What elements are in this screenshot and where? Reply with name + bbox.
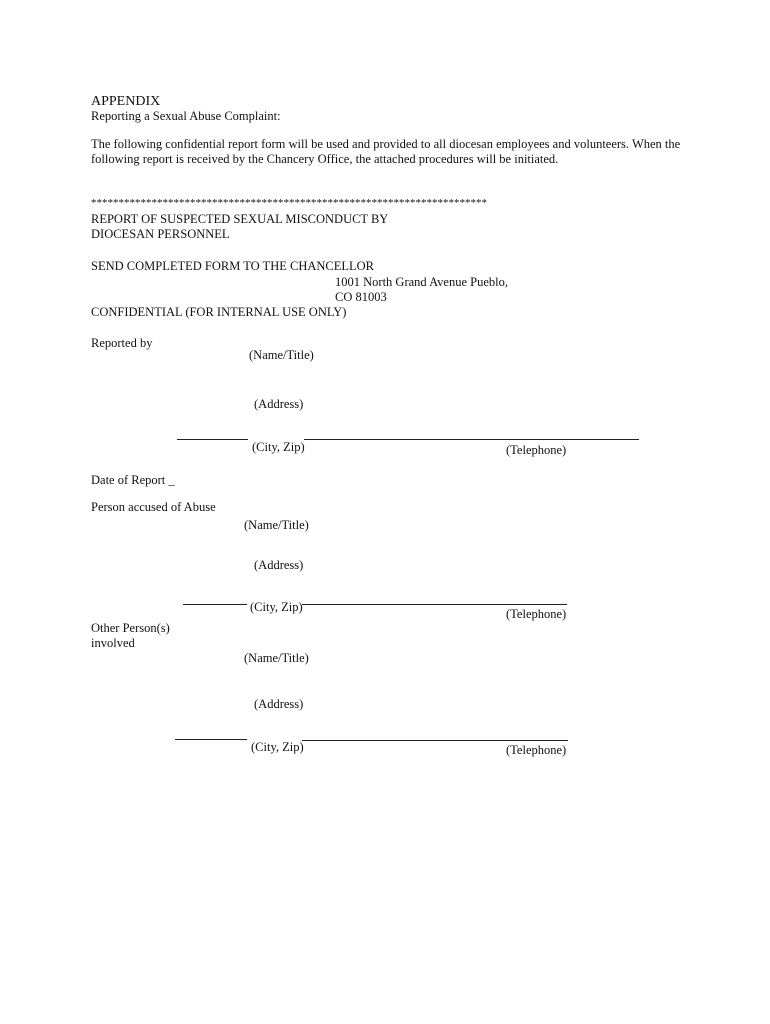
reported-by-city-line-left[interactable] [177,439,248,440]
accused-city-zip-caption: (City, Zip) [250,600,303,614]
other-persons-name-title-caption: (Name/Title) [244,651,309,665]
other-persons-label-line-1: Other Person(s) [91,621,170,635]
other-persons-label-line-2: involved [91,636,135,650]
report-title-line-2: DIOCESAN PERSONNEL [91,227,230,241]
date-of-report-label: Date of Report _ [91,473,175,487]
accused-address-caption: (Address) [254,558,304,572]
accused-label: Person accused of Abuse [91,500,216,514]
reported-by-name-title-caption: (Name/Title) [249,348,314,362]
accused-telephone-caption: (Telephone) [506,607,567,621]
send-to-label: SEND COMPLETED FORM TO THE CHANCELLOR [91,259,375,273]
reported-by-city-zip-caption: (City, Zip) [252,440,305,454]
reported-by-telephone-line[interactable] [304,439,639,440]
appendix-subtitle: Reporting a Sexual Abuse Complaint: [91,109,281,123]
chancellor-address-line-1: 1001 North Grand Avenue Pueblo, [335,275,509,289]
other-persons-city-line-left[interactable] [175,739,247,740]
confidential-notice: CONFIDENTIAL (FOR INTERNAL USE ONLY) [91,305,347,319]
intro-line-2: following report is received by the Chancery Office, the attached procedures will be initiated. [91,152,559,166]
report-title-line-1: REPORT OF SUSPECTED SEXUAL MISCONDUCT BY [91,212,389,226]
accused-name-title-caption: (Name/Title) [244,518,309,532]
accused-telephone-line[interactable] [302,604,567,605]
appendix-heading: APPENDIX [91,94,161,109]
reported-by-telephone-caption: (Telephone) [506,443,567,457]
accused-city-line-left[interactable] [183,604,247,605]
other-persons-telephone-line[interactable] [302,740,568,741]
reported-by-address-caption: (Address) [254,397,304,411]
reported-by-label: Reported by [91,336,153,350]
other-persons-city-zip-caption: (City, Zip) [251,740,304,754]
chancellor-address-line-2: CO 81003 [335,290,387,304]
intro-line-1: The following confidential report form will be used and provided to all diocesan employees and volunteers. When the [91,137,681,151]
asterisk-separator: ************************************************************************ [91,197,487,209]
other-persons-address-caption: (Address) [254,697,304,711]
other-persons-telephone-caption: (Telephone) [506,743,567,757]
